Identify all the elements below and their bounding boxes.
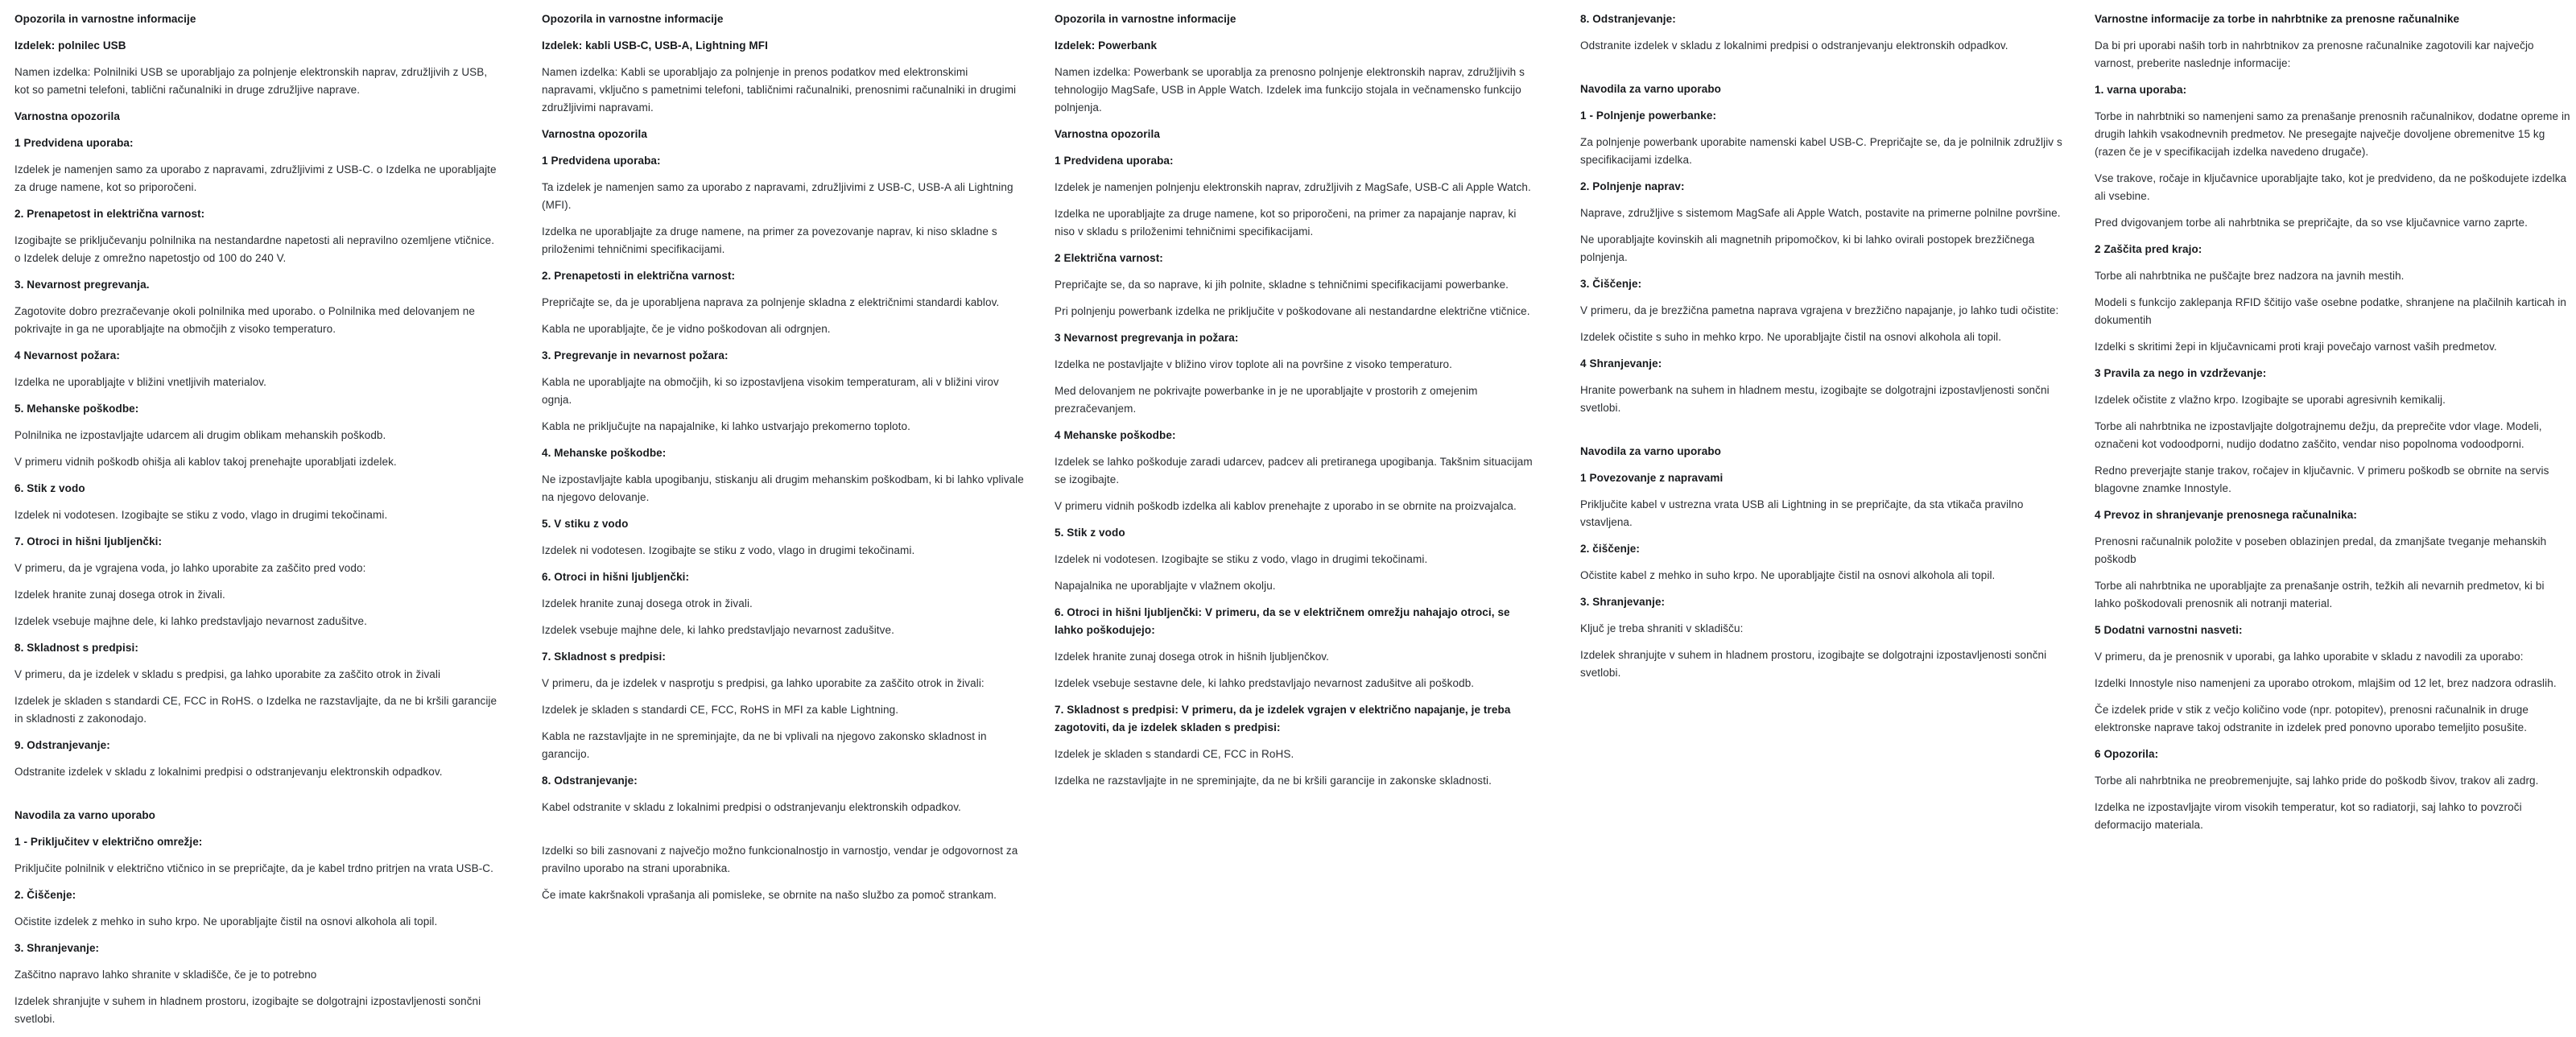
section-heading: 2. čiščenje:	[1580, 543, 1640, 555]
paragraph: Namen izdelka: Polnilniki USB se uporabljajo za polnjenje elektronskih naprav, združljivih z USB, kot so pametni telefoni, tablični računalniki in druge združljive naprave.	[14, 66, 488, 96]
section-heading: Navodila za varno uporabo	[1580, 445, 1722, 457]
paragraph: Ta izdelek je namenjen samo za uporabo z napravami, združljivimi z USB-C, USB-A ali Lightning (MFI).	[542, 181, 1013, 211]
paragraph: Naprave, združljive s sistemom MagSafe ali Apple Watch, postavite na primerne polnilne površine.	[1580, 207, 2061, 219]
column-charger-usb	[14, 10, 499, 1037]
paragraph: Torbe ali nahrbtnika ne izpostavljajte dolgotrajnemu dežju, da preprečite vdor vlage. Modeli, označeni kot vodoodporni, nudijo dodatno zaščito, vendar niso popolnoma vodoodporni.	[2095, 420, 2542, 450]
paragraph: Kabla ne razstavljajte in ne spreminjajte, da ne bi vplivali na njegovo zakonsko skladnost in garancijo.	[542, 730, 987, 760]
section-heading: 2. Prenapetosti in električna varnost:	[542, 270, 736, 282]
section-heading: 7. Otroci in hišni ljubljenčki:	[14, 535, 163, 547]
section-heading: Navodila za varno uporabo	[14, 809, 156, 821]
section-heading: 7. Skladnost s predpisi: V primeru, da je izdelek vgrajen v električno napajanje, je treba zagotoviti, da je izdelek skladen s predpisi:	[1055, 704, 1511, 733]
section-heading: 1 Predvidena uporaba:	[542, 155, 661, 167]
paragraph: Izogibajte se priključevanju polnilnika na nestandardne napetosti ali nepravilno ozemljene vtičnice. o Izdelek deluje z omrežno napetostjo od 100 do 240 V.	[14, 234, 495, 264]
paragraph: Izdelek vsebuje majhne dele, ki lahko predstavljajo nevarnost zadušitve.	[542, 624, 894, 636]
paragraph: Izdelek hranite zunaj dosega otrok in živali.	[14, 589, 225, 601]
section-heading: 8. Odstranjevanje:	[542, 775, 638, 787]
paragraph: Med delovanjem ne pokrivajte powerbanke in je ne uporabljajte v prostorih z omejenim prezračevanjem.	[1055, 385, 1478, 415]
paragraph: Vse trakove, ročaje in ključavnice uporabljajte tako, kot je predvideno, da ne poškodujete izdelka ali vsebine.	[2095, 172, 2567, 202]
paragraph: V primeru, da je vgrajena voda, jo lahko uporabite za zaščito pred vodo:	[14, 562, 366, 574]
paragraph: Kabla ne uporabljajte na območjih, ki so izpostavljena visokim temperaturam, ali v bližini virov ognja.	[542, 376, 999, 406]
paragraph: Kabel odstranite v skladu z lokalnimi predpisi o odstranjevanju elektronskih odpadkov.	[542, 801, 961, 813]
section-heading: 5. Mehanske poškodbe:	[14, 403, 139, 415]
paragraph: Izdelka ne uporabljajte za druge namene, na primer za povezovanje naprav, ki niso skladne s priloženimi tehničnimi specifikacijami.	[542, 225, 997, 255]
section-heading: 2 Električna varnost:	[1055, 252, 1163, 264]
section-heading: 6. Otroci in hišni ljubljenčki: V primeru, da se v električnem omrežju nahajajo otroci, se lahko poškodujejo:	[1055, 606, 1510, 636]
paragraph: Izdelek očistite s suho in mehko krpo. Ne uporabljajte čistil na osnovi alkohola ali topil.	[1580, 331, 2002, 343]
paragraph: V primeru vidnih poškodb ohišja ali kablov takoj prenehajte uporabljati izdelek.	[14, 456, 397, 468]
paragraph: V primeru vidnih poškodb izdelka ali kablov prenehajte z uporabo in se obrnite na proizvajalca.	[1055, 500, 1517, 512]
section-heading: 1 Povezovanje z napravami	[1580, 472, 1724, 484]
section-heading: 3. Pregrevanje in nevarnost požara:	[542, 349, 729, 362]
section-heading: 7. Skladnost s predpisi:	[542, 651, 666, 663]
paragraph: Če izdelek pride v stik z večjo količino vode (npr. potopitev), prenosni računalnik in druge elektronske naprave takoj odstranite in izdelek pred ponovno uporabo temeljito posušite.	[2095, 704, 2529, 733]
paragraph: Izdelek ni vodotesen. Izogibajte se stiku z vodo, vlago in drugimi tekočinami.	[14, 509, 388, 521]
paragraph: Prenosni računalnik položite v poseben oblazinjen predal, da zmanjšate tveganje mehanskih poškodb	[2095, 535, 2547, 565]
paragraph: Izdelek je namenjen polnjenju elektronskih naprav, združljivih z MagSafe, USB-C ali Apple Watch.	[1055, 181, 1531, 193]
paragraph: Kabla ne priključujte na napajalnike, ki lahko ustvarjajo prekomerno toploto.	[542, 420, 910, 432]
section-heading: 4 Nevarnost požara:	[14, 349, 120, 362]
paragraph: Priključite kabel v ustrezna vrata USB ali Lightning in se prepričajte, da sta vtikača pravilno vstavljena.	[1580, 498, 2024, 528]
paragraph: Izdelek hranite zunaj dosega otrok in živali.	[542, 597, 753, 609]
paragraph: Izdelek ni vodotesen. Izogibajte se stiku z vodo, vlago in drugimi tekočinami.	[542, 544, 915, 556]
paragraph: Ključ je treba shraniti v skladišču:	[1580, 622, 1744, 634]
paragraph: Izdelka ne razstavljajte in ne spreminjajte, da ne bi kršili garancije in zakonske skladnosti.	[1055, 775, 1492, 787]
paragraph: Kabla ne uporabljajte, če je vidno poškodovan ali odrgnjen.	[542, 323, 831, 335]
paragraph: Ne uporabljajte kovinskih ali magnetnih pripomočkov, ki bi lahko ovirali postopek brezžičnega polnjenja.	[1580, 233, 2035, 263]
paragraph: Izdelek je namenjen samo za uporabo z napravami, združljivimi z USB-C. o Izdelka ne uporabljajte za druge namene, kot so priporočeni.	[14, 163, 497, 193]
paragraph: Izdelka ne uporabljajte za druge namene, kot so priporočeni, na primer za napajanje naprav, ki niso v skladu s priloženimi tehničnimi specifikacijami.	[1055, 208, 1517, 238]
section-heading: Opozorila in varnostne informacije	[14, 13, 196, 25]
section-heading: 2. Čiščenje:	[14, 889, 76, 901]
section-heading: Izdelek: kabli USB-C, USB-A, Lightning MFI	[542, 39, 768, 52]
section-heading: 5. V stiku z vodo	[542, 518, 629, 530]
section-heading: 9. Odstranjevanje:	[14, 739, 110, 751]
section-heading: Varnostna opozorila	[14, 110, 120, 122]
section-heading: 1 - Priključitev v električno omrežje:	[14, 836, 203, 848]
section-heading: 3. Nevarnost pregrevanja.	[14, 279, 150, 291]
paragraph: Hranite powerbank na suhem in hladnem mestu, izogibajte se dolgotrajni izpostavljenosti sončni svetlobi.	[1580, 384, 2050, 414]
section-heading: 2. Polnjenje naprav:	[1580, 180, 1685, 192]
paragraph: Če imate kakršnakoli vprašanja ali pomisleke, se obrnite na našo službo za pomoč strankam.	[542, 889, 997, 901]
paragraph: Izdelek je skladen s standardi CE, FCC in RoHS. o Izdelka ne razstavljajte, da ne bi kršili garancije in skladnosti z zakonodajo.	[14, 695, 497, 725]
paragraph: Izdelka ne izpostavljajte virom visokih temperatur, kot so radiatorji, saj lahko to povzroči deformacijo materiala.	[2095, 801, 2522, 831]
section-heading: Opozorila in varnostne informacije	[542, 13, 724, 25]
paragraph: Izdelek shranjujte v suhem in hladnem prostoru, izogibajte se dolgotrajni izpostavljenosti sončni svetlobi.	[14, 995, 481, 1025]
paragraph: Izdelka ne postavljajte v bližino virov toplote ali na površine z visoko temperaturo.	[1055, 358, 1452, 370]
paragraph: Polnilnika ne izpostavljajte udarcem ali drugim oblikam mehanskih poškodb.	[14, 429, 386, 441]
section-heading: 4 Prevoz in shranjevanje prenosnega računalnika:	[2095, 509, 2357, 521]
section-heading: 3. Čiščenje:	[1580, 278, 1642, 290]
column-powerbank	[1055, 10, 1539, 799]
section-heading: 8. Skladnost s predpisi:	[14, 642, 138, 654]
section-heading: 8. Odstranjevanje:	[1580, 13, 1676, 25]
section-heading: 2 Zaščita pred krajo:	[2095, 243, 2202, 255]
paragraph: Pri polnjenju powerbank izdelka ne priključite v poškodovane ali nestandardne električne vtičnice.	[1055, 305, 1530, 317]
paragraph: Izdelek shranjujte v suhem in hladnem prostoru, izogibajte se dolgotrajni izpostavljenosti sončni svetlobi.	[1580, 649, 2047, 679]
section-heading: 5. Stik z vodo	[1055, 527, 1125, 539]
section-heading: 6 Opozorila:	[2095, 748, 2159, 760]
section-heading: 6. Otroci in hišni ljubljenčki:	[542, 571, 690, 583]
section-heading: 4 Mehanske poškodbe:	[1055, 429, 1176, 441]
paragraph: V primeru, da je brezžična pametna naprava vgrajena v brezžično napajanje, jo lahko tudi očistite:	[1580, 304, 2059, 316]
paragraph: Priključite polnilnik v električno vtičnico in se prepričajte, da je kabel trdno pritrjen na vrata USB-C.	[14, 862, 494, 874]
paragraph: Izdelek vsebuje sestavne dele, ki lahko predstavljajo nevarnost zadušitve ali poškodb.	[1055, 677, 1475, 689]
paragraph: Izdelki Innostyle niso namenjeni za uporabo otrokom, mlajšim od 12 let, brez nadzora odraslih.	[2095, 677, 2557, 689]
paragraph: Izdelek ni vodotesen. Izogibajte se stiku z vodo, vlago in drugimi tekočinami.	[1055, 553, 1428, 565]
paragraph: Odstranite izdelek v skladu z lokalnimi predpisi o odstranjevanju elektronskih odpadkov.	[14, 766, 443, 778]
paragraph-gap	[1580, 64, 2063, 81]
paragraph: Izdelka ne uporabljajte v bližini vnetljivih materialov.	[14, 376, 267, 388]
section-heading: Varnostne informacije za torbe in nahrbtnike za prenosne računalnike	[2095, 13, 2460, 25]
paragraph: Izdelek je skladen s standardi CE, FCC in RoHS.	[1055, 748, 1294, 760]
section-heading: Izdelek: Powerbank	[1055, 39, 1158, 52]
paragraph: Za polnjenje powerbank uporabite namenski kabel USB-C. Prepričajte se, da je polnilnik združljiv s specifikacijami izdelka.	[1580, 136, 2062, 166]
paragraph: Napajalnika ne uporabljajte v vlažnem okolju.	[1055, 580, 1276, 592]
paragraph: Torbe ali nahrbtnika ne uporabljajte za prenašanje ostrih, težkih ali nevarnih predmetov, ki bi lahko poškodovali prenosnik ali notranji material.	[2095, 580, 2545, 609]
paragraph: Ne izpostavljajte kabla upogibanju, stiskanju ali drugim mehanskim poškodbam, ki bi lahko vplivale na njegovo delovanje.	[542, 473, 1024, 503]
paragraph: Prepričajte se, da je uporabljena naprava za polnjenje skladna z električnimi standardi kablov.	[542, 296, 1000, 308]
paragraph: Izdelki so bili zasnovani z največjo možno funkcionalnostjo in varnostjo, vendar je odgovornost za pravilno uporabo na strani uporabnika.	[542, 845, 1018, 874]
section-heading: 3. Shranjevanje:	[14, 942, 100, 954]
section-heading: 4. Mehanske poškodbe:	[542, 447, 667, 459]
paragraph: Da bi pri uporabi naših torb in nahrbtnikov za prenosne računalnike zagotovili kar največjo varnost, preberite naslednje informacije:	[2095, 39, 2534, 69]
section-heading: 1. varna uporaba:	[2095, 84, 2187, 96]
paragraph: Torbe ali nahrbtnika ne puščajte brez nadzora na javnih mestih.	[2095, 270, 2405, 282]
section-heading: 3. Shranjevanje:	[1580, 596, 1666, 608]
paragraph: Pred dvigovanjem torbe ali nahrbtnika se prepričajte, da so vse ključavnice varno zaprte.	[2095, 217, 2528, 229]
column-usage-instructions	[1580, 10, 2063, 691]
paragraph: Zagotovite dobro prezračevanje okoli polnilnika med uporabo. o Polnilnika med delovanjem ne pokrivajte in ga ne uporabljajte na območjih z visoko temperaturo.	[14, 305, 475, 335]
column-cables	[542, 10, 1025, 913]
paragraph: V primeru, da je prenosnik v uporabi, ga lahko uporabite v skladu z navodili za uporabo:	[2095, 651, 2524, 663]
section-heading: Navodila za varno uporabo	[1580, 83, 1722, 95]
paragraph: Izdelek je skladen s standardi CE, FCC, RoHS in MFI za kable Lightning.	[542, 704, 899, 716]
section-heading: Varnostna opozorila	[1055, 128, 1160, 140]
paragraph: Očistite izdelek z mehko in suho krpo. Ne uporabljajte čistil na osnovi alkohola ali topil.	[14, 915, 438, 928]
paragraph-gap	[14, 790, 499, 807]
paragraph: Izdelek se lahko poškoduje zaradi udarcev, padcev ali pretiranega upogibanja. Takšnim situacijam se izogibajte.	[1055, 456, 1533, 485]
paragraph: Redno preverjajte stanje trakov, ročajev in ključavnic. V primeru poškodb se obrnite na servis blagovne znamke Innostyle.	[2095, 465, 2549, 494]
paragraph: Namen izdelka: Kabli se uporabljajo za polnjenje in prenos podatkov med elektronskimi napravami, vključno s pametnimi telefoni, tabličnimi računalniki, prenosnimi računalniki in drugimi združljivimi napravami.	[542, 66, 1017, 114]
paragraph: Izdelki s skritimi žepi in ključavnicami proti kraji povečajo varnost vaših predmetov.	[2095, 341, 2497, 353]
section-heading: Opozorila in varnostne informacije	[1055, 13, 1236, 25]
paragraph: V primeru, da je izdelek v skladu s predpisi, ga lahko uporabite za zaščito otrok in živali	[14, 668, 441, 680]
section-heading: 3 Nevarnost pregrevanja in požara:	[1055, 332, 1239, 344]
section-heading: Izdelek: polnilec USB	[14, 39, 126, 52]
paragraph-gap	[542, 825, 1025, 842]
column-laptop-bags	[2095, 10, 2571, 843]
paragraph: Odstranite izdelek v skladu z lokalnimi predpisi o odstranjevanju elektronskih odpadkov.	[1580, 39, 2008, 52]
paragraph: Torbe ali nahrbtnika ne preobremenjujte, saj lahko pride do poškodb šivov, trakov ali zadrg.	[2095, 775, 2539, 787]
section-heading: 5 Dodatni varnostni nasveti:	[2095, 624, 2243, 636]
paragraph: Izdelek hranite zunaj dosega otrok in hišnih ljubljenčkov.	[1055, 651, 1329, 663]
paragraph: Prepričajte se, da so naprave, ki jih polnite, skladne s tehničnimi specifikacijami powerbanke.	[1055, 279, 1509, 291]
paragraph-gap	[1580, 426, 2063, 443]
paragraph: Zaščitno napravo lahko shranite v skladišče, če je to potrebno	[14, 969, 317, 981]
paragraph: Očistite kabel z mehko in suho krpo. Ne uporabljajte čistil na osnovi alkohola ali topil.	[1580, 569, 1996, 581]
section-heading: 1 Predvidena uporaba:	[14, 137, 134, 149]
section-heading: 1 - Polnjenje powerbanke:	[1580, 109, 1717, 122]
section-heading: 6. Stik z vodo	[14, 482, 85, 494]
section-heading: 3 Pravila za nego in vzdrževanje:	[2095, 367, 2267, 379]
paragraph: Modeli s funkcijo zaklepanja RFID ščitijo vaše osebne podatke, shranjene na plačilnih karticah in dokumentih	[2095, 296, 2567, 326]
section-heading: 2. Prenapetost in električna varnost:	[14, 208, 205, 220]
paragraph: Torbe in nahrbtniki so namenjeni samo za prenašanje prenosnih računalnikov, dodatne opreme in drugih lahkih vsakodnevnih predmetov. Ne presegajte največje dovoljene obremenitve 15 kg (razen če je v specifikacijah izdelka navedeno drugače).	[2095, 110, 2570, 158]
paragraph: Izdelek očistite z vlažno krpo. Izogibajte se uporabi agresivnih kemikalij.	[2095, 394, 2446, 406]
section-heading: Varnostna opozorila	[542, 128, 647, 140]
section-heading: 1 Predvidena uporaba:	[1055, 155, 1174, 167]
paragraph: Izdelek vsebuje majhne dele, ki lahko predstavljajo nevarnost zadušitve.	[14, 615, 367, 627]
paragraph: V primeru, da je izdelek v nasprotju s predpisi, ga lahko uporabite za zaščito otrok in živali:	[542, 677, 985, 689]
section-heading: 4 Shranjevanje:	[1580, 357, 1662, 370]
paragraph: Namen izdelka: Powerbank se uporablja za prenosno polnjenje elektronskih naprav, združljivih s tehnologijo MagSafe, USB in Apple Watch. Izdelek ima funkcijo stojala in večnamensko funkcijo polnjenja.	[1055, 66, 1525, 114]
